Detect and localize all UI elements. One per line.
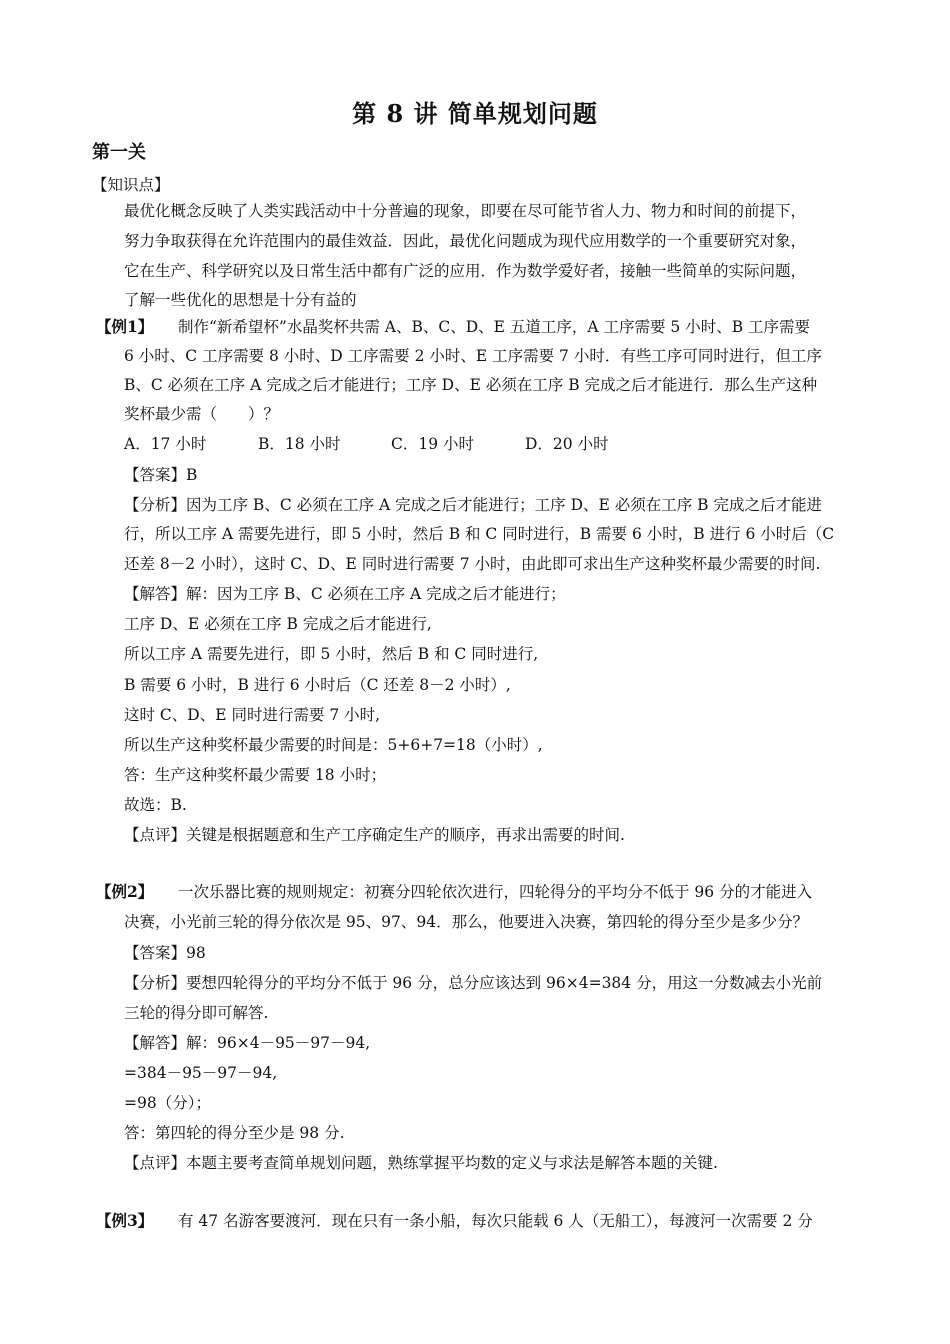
knowledge-label: 【知识点】	[92, 176, 170, 194]
example-2-question-line: 一次乐器比赛的规则规定：初赛分四轮依次进行，四轮得分的平均分不低于 96 分的才能进入	[178, 883, 813, 901]
example-1-answer: 【答案】B	[124, 466, 198, 484]
option-c: C．19 小时	[391, 435, 475, 453]
example-1-analysis-line: 还差 8－2 小时），这时 C、D、E 同时进行需要 7 小时，由此即可求出生产这种奖杯最少需要的时间.	[124, 555, 821, 573]
option-d: D．20 小时	[525, 435, 609, 453]
example-1-question-line: 制作“新希望杯”水晶奖杯共需 A、B、C、D、E 五道工序，A 工序需要 5 小时、B 工序需要	[178, 318, 811, 336]
example-3-question-line: 有 47 名游客要渡河．现在只有一条小船，每次只能载 6 人（无船工），每渡河一次需要 2 分	[178, 1212, 813, 1230]
example-2-solution-line: 【解答】解：96×4－95－97－94,	[124, 1034, 371, 1052]
example-2-analysis-line: 三轮的得分即可解答.	[124, 1004, 269, 1022]
knowledge-line: 努力争取获得在允许范围内的最佳效益．因此，最优化问题成为现代应用数学的一个重要研究对象，	[124, 232, 807, 250]
example-3-label: 【例3】	[96, 1211, 154, 1230]
example-2-comment: 【点评】本题主要考查简单规划问题，熟练掌握平均数的定义与求法是解答本题的关键.	[124, 1154, 718, 1172]
example-1-solution-line: B 需要 6 小时，B 进行 6 小时后（C 还差 8－2 小时）,	[124, 676, 511, 694]
page-title: 第 8 讲 简单规划问题	[352, 99, 598, 128]
example-1-question-line: 6 小时、C 工序需要 8 小时、D 工序需要 2 小时、E 工序需要 7 小时．有些工序可同时进行，但工序	[124, 347, 822, 365]
example-1-solution-line: 这时 C、D、E 同时进行需要 7 小时,	[124, 706, 381, 724]
example-1-analysis-line: 行，所以工序 A 需要先进行，即 5 小时，然后 B 和 C 同时进行，B 需要 6 小时，B 进行 6 小时后（C	[124, 525, 835, 543]
example-1-analysis-line: 【分析】因为工序 B、C 必须在工序 A 完成之后才能进行；工序 D、E 必须在工序 B 完成之后才能进	[124, 496, 822, 514]
example-1-solution-line: 【解答】解：因为工序 B、C 必须在工序 A 完成之后才能进行；	[124, 585, 566, 603]
example-1-solution-line: 所以生产这种奖杯最少需要的时间是：5+6+7=18（小时）,	[124, 736, 543, 754]
example-2-solution-line: =98（分）；	[124, 1094, 211, 1112]
example-1-comment: 【点评】关键是根据题意和生产工序确定生产的顺序，再求出需要的时间.	[124, 826, 625, 844]
example-2-analysis-line: 【分析】要想四轮得分的平均分不低于 96 分，总分应该达到 96×4=384 分，用这一分数减去小光前	[124, 974, 823, 992]
section-heading: 第一关	[92, 142, 146, 163]
option-a: A．17 小时	[124, 435, 207, 453]
example-2-answer: 【答案】98	[124, 944, 206, 962]
example-1-question-line: B、C 必须在工序 A 完成之后才能进行；工序 D、E 必须在工序 B 完成之后才能进行．那么生产这种	[124, 376, 818, 394]
example-1-label: 【例1】	[96, 317, 154, 336]
example-2-solution-line: =384－95－97－94,	[124, 1064, 278, 1082]
example-2-label: 【例2】	[96, 882, 154, 901]
knowledge-line: 最优化概念反映了人类实践活动中十分普遍的现象，即要在尽可能节省人力、物力和时间的前提下，	[124, 202, 807, 220]
example-1-solution-line: 故选：B.	[124, 796, 187, 814]
example-2-solution-line: 答：第四轮的得分至少是 98 分.	[124, 1124, 345, 1142]
example-1-solution-line: 所以工序 A 需要先进行，即 5 小时，然后 B 和 C 同时进行,	[124, 645, 539, 663]
knowledge-line: 它在生产、科学研究以及日常生活中都有广泛的应用．作为数学爱好者，接触一些简单的实际问题，	[124, 262, 807, 280]
option-b: B．18 小时	[258, 435, 341, 453]
example-2-question-line: 决赛，小光前三轮的得分依次是 95、97、94．那么，他要进入决赛，第四轮的得分至少是多少分？	[124, 913, 809, 931]
example-1-solution-line: 工序 D、E 必须在工序 B 完成之后才能进行,	[124, 615, 432, 633]
example-1-question-line: 奖杯最少需（ ）？	[124, 405, 280, 423]
knowledge-line: 了解一些优化的思想是十分有益的	[124, 291, 357, 309]
example-1-solution-line: 答：生产这种奖杯最少需要 18 小时；	[124, 766, 387, 784]
